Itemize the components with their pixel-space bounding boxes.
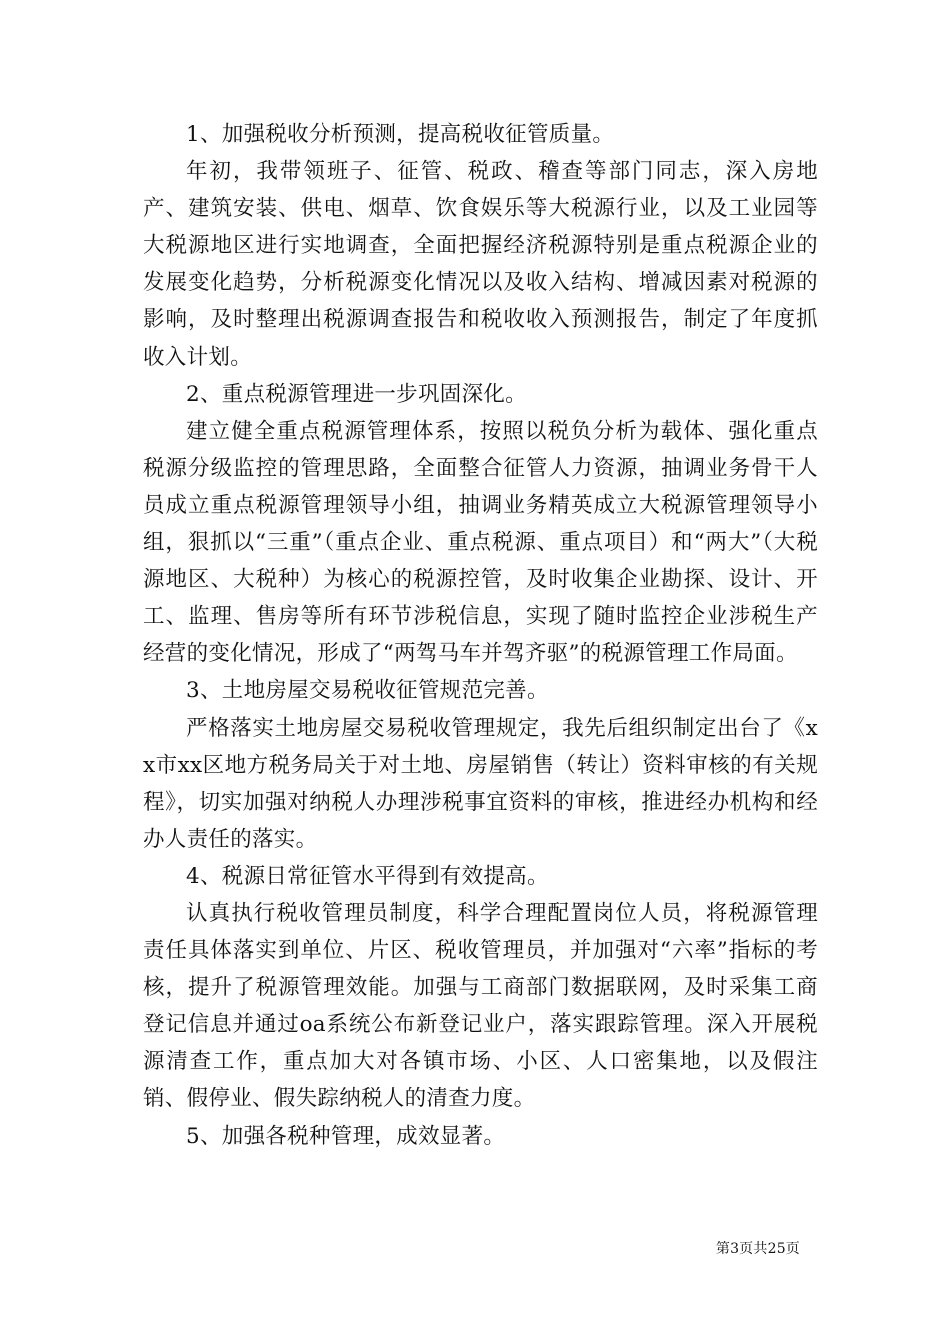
body-paragraph-1: 年初，我带领班子、征管、税政、稽查等部门同志，深入房地产、建筑安装、供电、烟草、饮食娱乐等大税源行业，以及工业园等大税源地区进行实地调查，全面把握经济税源特别是重点税源企业的发展变化趋势，分析税源变化情况以及收入结构、增减因素对税源的影响，及时整理出税源调查报告和税收收入预测报告，制定了年度抓收入计划。 [143,159,818,370]
page-number-footer: 第3页共25页 [715,1241,800,1257]
document-body [143,116,818,1155]
body-paragraph-4: 认真执行税收管理员制度，科学合理配置岗位人员，将税源管理责任具体落实到单位、片区、税收管理员，并加强对“六率”指标的考核，提升了税源管理效能。加强与工商部门数据联网，及时采集工商登记信息并通过oa系统公布新登记业户，落实跟踪管理。深入开展税源清查工作，重点加大对各镇市场、小区、人口密集地，以及假注销、假停业、假失踪纳税人的清查力度。 [143,900,818,1112]
section-heading-5: 5、加强各税种管理，成效显著。 [186,1123,506,1149]
section-heading-1: 1、加强税收分析预测，提高税收征管质量。 [186,122,615,147]
body-paragraph-2: 建立健全重点税源管理体系，按照以税负分析为载体、强化重点税源分级监控的管理思路，全面整合征管人力资源，抽调业务骨干人员成立重点税源管理领导小组，抽调业务精英成立大税源管理领导小组，狠抓以“三重”（重点企业、重点税源、重点项目）和“两大”（大税源地区、大税种）为核心的税源控管，及时收集企业勘探、设计、开工、监理、售房等所有环节涉税信息，实现了随时监控企业涉税生产经营的变化情况，形成了“两驾马车并驾齐驱”的税源管理工作局面。 [143,418,818,667]
section-heading-4: 4、税源日常征管水平得到有效提高。 [186,863,549,889]
body-paragraph-3: 严格落实土地房屋交易税收管理规定，我先后组织制定出台了《xx市xx区地方税务局关于对土地、房屋销售（转让）资料审核的有关规程》，切实加强对纳税人办理涉税事宜资料的审核，推进经办机构和经办人责任的落实。 [143,715,818,852]
section-heading-3: 3、土地房屋交易税收征管规范完善。 [186,678,549,704]
section-heading-2: 2、重点税源管理进一步巩固深化。 [186,381,527,407]
